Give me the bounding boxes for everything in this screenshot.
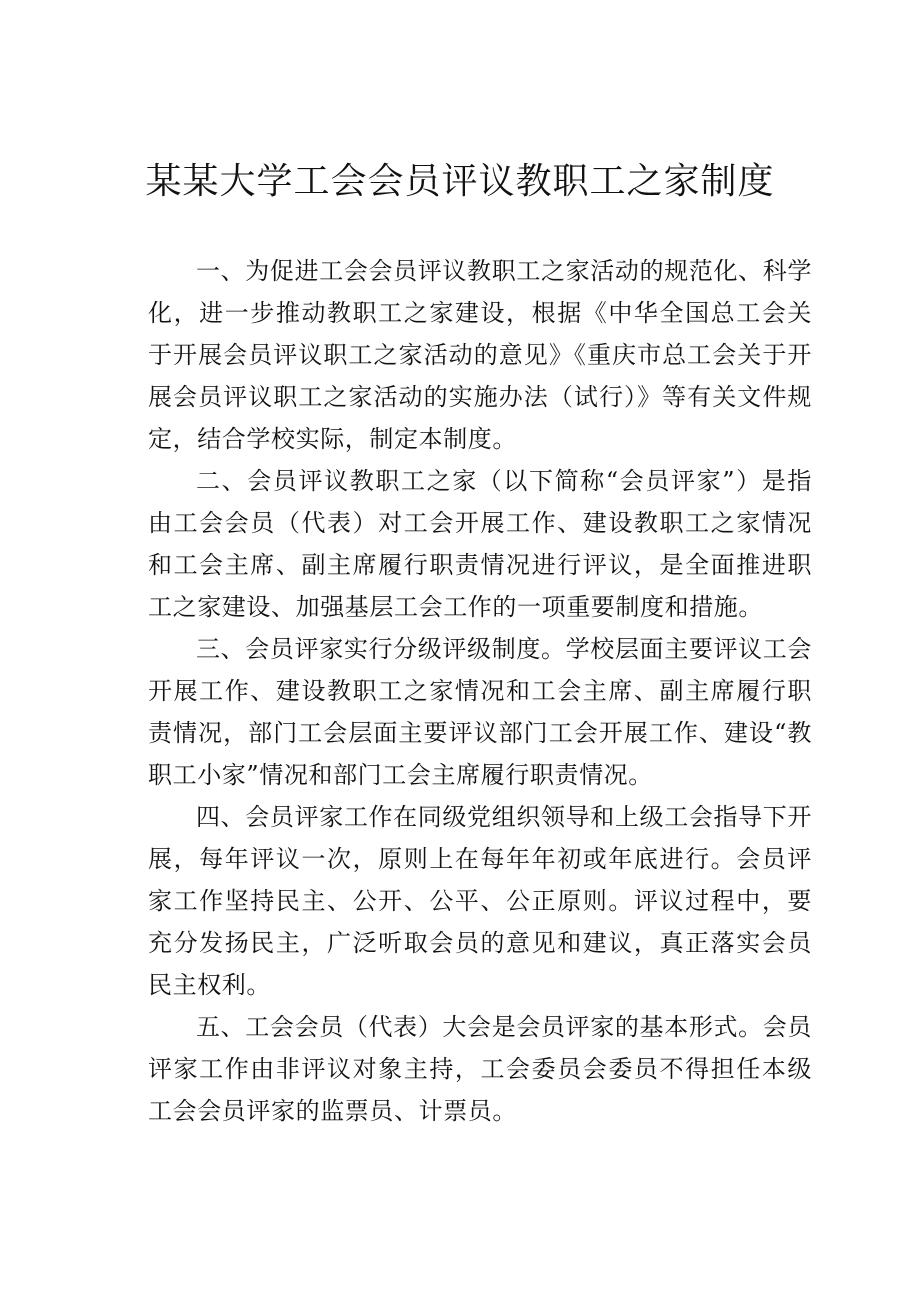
paragraph-2: 二、会员评议教职工之家（以下简称“会员评家”）是指由工会会员（代表）对工会开展工作、建设教职工之家情况和工会主席、副主席履行职责情况进行评议，是全面推进职工之家建设、加强基层工会工作的一项重要制度和措施。	[148, 467, 812, 621]
document-title: 某某大学工会会员评议教职工之家制度	[145, 161, 775, 202]
paragraph-3: 三、会员评家实行分级评级制度。学校层面主要评议工会开展工作、建设教职工之家情况和工会主席、副主席履行职责情况，部门工会层面主要评议部门工会开展工作、建设“教职工小家”情况和部门工会主席履行职责情况。	[148, 635, 812, 789]
paragraph-1: 一、为促进工会会员评议教职工之家活动的规范化、科学化，进一步推动教职工之家建设，根据《中华全国总工会关于开展会员评议职工之家活动的意见》《重庆市总工会关于开展会员评议职工之家活动的实施办法（试行）》等有关文件规定，结合学校实际，制定本制度。	[148, 257, 812, 453]
paragraph-5: 五、工会会员（代表）大会是会员评家的基本形式。会员评家工作由非评议对象主持，工会委员会委员不得担任本级工会会员评家的监票员、计票员。	[148, 1013, 812, 1125]
document-body	[148, 250, 812, 1132]
paragraph-4: 四、会员评家工作在同级党组织领导和上级工会指导下开展，每年评议一次，原则上在每年年初或年底进行。会员评家工作坚持民主、公开、公平、公正原则。评议过程中，要充分发扬民主，广泛听取会员的意见和建议，真正落实会员民主权利。	[148, 803, 812, 999]
